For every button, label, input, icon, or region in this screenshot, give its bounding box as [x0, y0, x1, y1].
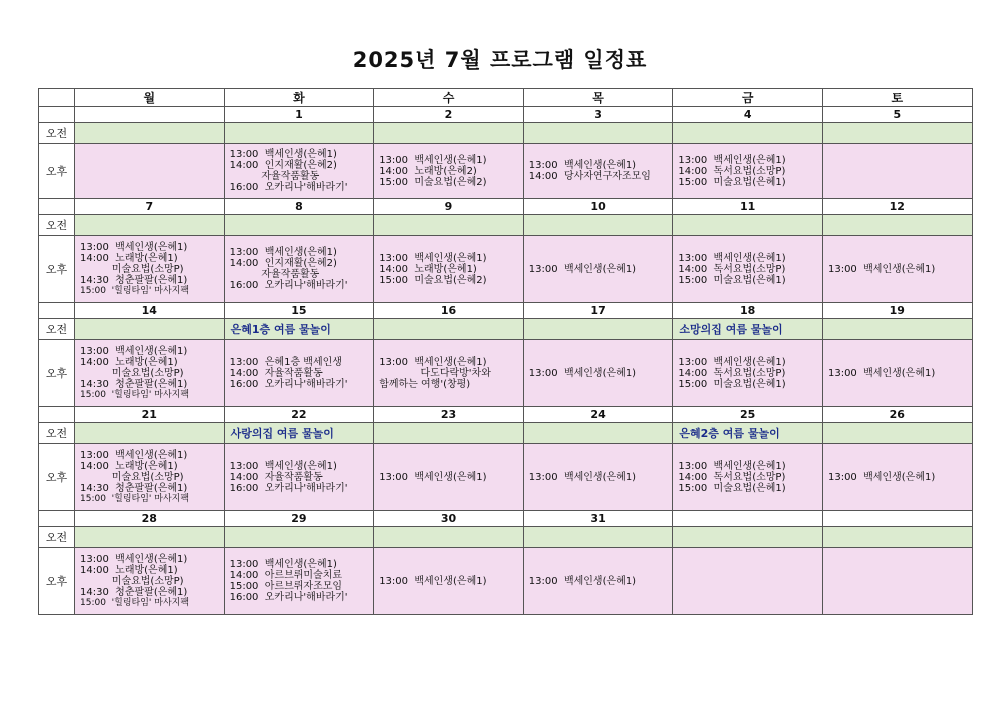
pm-event-line: 15:00 미술요법(은혜1): [678, 482, 786, 494]
pm-event-line: 13:00 백세인생(은혜1): [827, 263, 936, 275]
pm-event-line: 14:00 자율작품활동: [229, 471, 323, 483]
pm-event-cell: [75, 236, 225, 303]
pm-event-line: 다도다락방'차와: [379, 367, 491, 379]
am-event-cell: [822, 423, 972, 444]
date-cell: [822, 511, 972, 527]
pm-event-line: 15:00 '힐링타임' 마사지팩: [80, 286, 190, 296]
date-row: [39, 107, 973, 123]
date-cell: 25: [673, 407, 823, 423]
pm-event-cell: [673, 236, 823, 303]
pm-event-cell: [822, 548, 972, 615]
pm-event-list: [673, 461, 822, 494]
am-event-cell: [75, 319, 225, 340]
date-row-label: [39, 107, 75, 123]
pm-event-cell: [224, 236, 374, 303]
pm-event-line: 13:00 백세인생(은혜1): [80, 450, 188, 461]
am-event-cell: [673, 215, 823, 236]
am-event-cell: [75, 527, 225, 548]
date-cell: 16: [374, 303, 524, 319]
schedule-table: [38, 88, 973, 615]
weekday-header: 토: [822, 89, 972, 107]
date-row-label: [39, 303, 75, 319]
pm-row: [39, 340, 973, 407]
pm-event-line: 14:00 독서요법(소망P): [678, 165, 786, 177]
pm-event-line: 13:00 백세인생(은혜1): [379, 471, 487, 483]
date-cell: 24: [523, 407, 673, 423]
am-event-cell: [75, 423, 225, 444]
pm-event-cell: [75, 340, 225, 407]
pm-event-cell: [224, 144, 374, 199]
am-row: [39, 215, 973, 236]
am-event-cell: [822, 527, 972, 548]
date-cell: 30: [374, 511, 524, 527]
weekday-header: 목: [523, 89, 673, 107]
pm-event-list: [225, 461, 374, 494]
pm-event-line: 15:00 미술요법(은혜1): [678, 176, 786, 188]
pm-event-line: 자율작품활동: [229, 269, 320, 280]
pm-event-line: 미술요법(소망P): [80, 576, 184, 587]
pm-event-cell: [523, 444, 673, 511]
pm-event-line: 14:00 노래방(은혜1): [80, 565, 178, 576]
pm-event-list: [524, 160, 673, 182]
am-event-cell: [822, 319, 972, 340]
am-event-cell: [374, 527, 524, 548]
pm-event-line: 미술요법(소망P): [80, 264, 184, 275]
pm-event-cell: [822, 236, 972, 303]
date-row: [39, 511, 973, 527]
am-row: [39, 527, 973, 548]
pm-event-cell: [224, 548, 374, 615]
pm-event-line: 14:00 자율작품활동: [229, 367, 323, 379]
am-event-cell: 은혜1층 여름 물놀이: [224, 319, 374, 340]
pm-event-line: 13:00 은혜1층 백세인생: [229, 356, 342, 368]
pm-event-cell: [822, 144, 972, 199]
am-event-cell: [374, 123, 524, 144]
pm-event-line: 13:00 백세인생(은혜1): [827, 367, 936, 379]
pm-event-list: [374, 472, 523, 483]
weekday-header: 수: [374, 89, 524, 107]
date-cell: 31: [523, 511, 673, 527]
pm-event-line: 13:00 백세인생(은혜1): [379, 252, 487, 264]
pm-event-list: [374, 155, 523, 188]
pm-event-cell: [75, 548, 225, 615]
am-event-cell: [673, 527, 823, 548]
pm-event-line: 14:30 청춘팔팔(은혜1): [80, 379, 188, 390]
page-title: 2025년 7월 프로그램 일정표: [352, 48, 648, 72]
am-event-cell: [224, 215, 374, 236]
am-event-cell: [374, 319, 524, 340]
pm-event-line: 16:00 오카리나'해바라기': [229, 182, 348, 193]
am-event-cell: [523, 527, 673, 548]
pm-event-list: [374, 253, 523, 286]
pm-event-line: 13:00 백세인생(은혜1): [678, 252, 786, 264]
pm-event-line: 13:00 백세인생(은혜1): [528, 160, 637, 171]
weekday-header: 금: [673, 89, 823, 107]
date-cell: 15: [224, 303, 374, 319]
date-cell: [673, 511, 823, 527]
pm-event-line: 13:00 백세인생(은혜1): [678, 356, 786, 368]
date-cell: 5: [822, 107, 972, 123]
pm-event-line: 13:00 백세인생(은혜1): [528, 471, 637, 483]
pm-event-list: [225, 357, 374, 390]
pm-event-line: 15:00 '힐링타임' 마사지팩: [80, 494, 190, 504]
weekday-header: 화: [224, 89, 374, 107]
date-cell: 11: [673, 199, 823, 215]
am-event-cell: [822, 215, 972, 236]
pm-event-cell: [822, 340, 972, 407]
pm-event-list: [75, 242, 224, 296]
pm-event-list: [524, 472, 673, 483]
pm-event-list: [225, 559, 374, 603]
pm-event-list: [225, 247, 374, 291]
am-event-cell: [523, 215, 673, 236]
date-cell: 9: [374, 199, 524, 215]
pm-event-line: 13:00 백세인생(은혜1): [379, 154, 487, 166]
pm-event-cell: [75, 444, 225, 511]
pm-label: 오후: [39, 548, 75, 615]
pm-event-list: [75, 346, 224, 400]
pm-event-list: [374, 357, 523, 390]
pm-event-line: 13:00 백세인생(은혜1): [827, 471, 936, 483]
weekday-header: 월: [75, 89, 225, 107]
date-cell: 14: [75, 303, 225, 319]
pm-event-cell: [523, 548, 673, 615]
date-row-label: [39, 511, 75, 527]
am-event-cell: [374, 215, 524, 236]
am-label: 오전: [39, 215, 75, 236]
pm-event-line: 13:00 백세인생(은혜1): [528, 575, 637, 587]
date-row: [39, 303, 973, 319]
pm-event-cell: [374, 444, 524, 511]
pm-event-list: [823, 368, 972, 379]
pm-event-cell: [374, 548, 524, 615]
pm-event-cell: [523, 144, 673, 199]
date-row-label: [39, 407, 75, 423]
pm-event-list: [673, 357, 822, 390]
am-row: [39, 423, 973, 444]
date-cell: 12: [822, 199, 972, 215]
pm-event-cell: [374, 236, 524, 303]
pm-event-line: 16:00 오카리나'해바라기': [229, 280, 348, 291]
pm-event-line: 13:00 백세인생(은혜1): [678, 460, 786, 472]
pm-event-line: 14:00 독서요법(소망P): [678, 367, 786, 379]
pm-event-cell: [673, 548, 823, 615]
pm-event-list: [75, 554, 224, 608]
pm-event-line: 13:00 백세인생(은혜1): [678, 154, 786, 166]
date-cell: 28: [75, 511, 225, 527]
pm-event-line: 14:00 독서요법(소망P): [678, 263, 786, 275]
pm-event-line: 13:00 백세인생(은혜1): [80, 242, 188, 253]
pm-event-line: 16:00 오카리나'해바라기': [229, 592, 348, 603]
am-event-cell: [224, 123, 374, 144]
pm-event-list: [524, 368, 673, 379]
pm-event-list: [225, 149, 374, 193]
am-event-cell: 사랑의집 여름 물놀이: [224, 423, 374, 444]
corner-cell: [39, 89, 75, 107]
am-event-cell: [523, 123, 673, 144]
pm-event-list: [374, 576, 523, 587]
pm-event-cell: [822, 444, 972, 511]
date-cell: 21: [75, 407, 225, 423]
pm-event-list: [673, 253, 822, 286]
pm-event-line: 14:00 독서요법(소망P): [678, 471, 786, 483]
pm-event-line: 15:00 미술요법(은혜2): [379, 274, 487, 286]
pm-event-line: 함께하는 여행'(창평): [379, 378, 471, 390]
date-cell: 17: [523, 303, 673, 319]
pm-event-list: [524, 264, 673, 275]
pm-event-line: 14:30 청춘팔팔(은혜1): [80, 483, 188, 494]
pm-event-line: 13:00 백세인생(은혜1): [229, 149, 337, 160]
pm-event-line: 13:00 백세인생(은혜1): [80, 346, 188, 357]
pm-event-line: 13:00 백세인생(은혜1): [80, 554, 188, 565]
date-cell: 18: [673, 303, 823, 319]
pm-event-cell: [673, 340, 823, 407]
date-cell: [75, 107, 225, 123]
pm-label: 오후: [39, 144, 75, 199]
pm-event-line: 13:00 백세인생(은혜1): [229, 460, 337, 472]
pm-label: 오후: [39, 444, 75, 511]
am-label: 오전: [39, 423, 75, 444]
pm-event-line: 13:00 백세인생(은혜1): [528, 367, 637, 379]
pm-event-cell: [224, 444, 374, 511]
pm-event-line: 14:00 노래방(은혜1): [80, 357, 178, 368]
date-cell: 29: [224, 511, 374, 527]
date-cell: 22: [224, 407, 374, 423]
pm-event-line: 14:00 노래방(은혜1): [80, 253, 178, 264]
pm-event-line: 14:00 인지재활(은혜2): [229, 258, 337, 269]
date-cell: 26: [822, 407, 972, 423]
pm-event-line: 미술요법(소망P): [80, 368, 184, 379]
date-cell: 3: [523, 107, 673, 123]
am-event-cell: [523, 423, 673, 444]
pm-event-line: 13:00 백세인생(은혜1): [229, 247, 337, 258]
pm-event-line: 자율작품활동: [229, 171, 320, 182]
pm-event-cell: [374, 144, 524, 199]
pm-event-cell: [75, 144, 225, 199]
pm-event-line: 13:00 백세인생(은혜1): [229, 559, 337, 570]
pm-event-cell: [523, 236, 673, 303]
am-event-cell: [822, 123, 972, 144]
date-row-label: [39, 199, 75, 215]
pm-event-cell: [523, 340, 673, 407]
weekday-header-row: [39, 89, 973, 107]
am-label: 오전: [39, 123, 75, 144]
am-event-cell: [673, 123, 823, 144]
pm-event-list: [823, 264, 972, 275]
pm-event-line: 14:00 노래방(은혜1): [80, 461, 178, 472]
pm-event-line: 미술요법(소망P): [80, 472, 184, 483]
pm-row: [39, 548, 973, 615]
am-row: [39, 123, 973, 144]
pm-event-line: 16:00 오카리나'해바라기': [229, 482, 348, 494]
pm-row: [39, 444, 973, 511]
date-row: [39, 407, 973, 423]
am-event-cell: [374, 423, 524, 444]
date-cell: 1: [224, 107, 374, 123]
am-event-cell: [224, 527, 374, 548]
am-event-cell: [523, 319, 673, 340]
date-cell: 7: [75, 199, 225, 215]
pm-event-line: 14:00 아르브뤼미술치료: [229, 570, 343, 581]
pm-event-cell: [673, 144, 823, 199]
pm-event-line: 14:00 노래방(은혜1): [379, 263, 477, 275]
pm-event-line: 15:00 아르브뤼자조모임: [229, 581, 343, 592]
pm-event-line: 13:00 백세인생(은혜1): [379, 356, 487, 368]
pm-event-line: 14:00 당사자연구자조모임: [528, 171, 651, 182]
schedule-body: [39, 107, 973, 615]
pm-event-cell: [374, 340, 524, 407]
am-row: [39, 319, 973, 340]
pm-event-line: 15:00 미술요법(은혜1): [678, 274, 786, 286]
pm-label: 오후: [39, 340, 75, 407]
pm-row: [39, 236, 973, 303]
am-event-cell: 소망의집 여름 물놀이: [673, 319, 823, 340]
am-event-cell: 은혜2층 여름 물놀이: [673, 423, 823, 444]
am-event-cell: [75, 123, 225, 144]
pm-event-cell: [673, 444, 823, 511]
pm-event-line: 15:00 '힐링타임' 마사지팩: [80, 390, 190, 400]
date-cell: 2: [374, 107, 524, 123]
date-row: [39, 199, 973, 215]
pm-event-list: [75, 450, 224, 504]
pm-event-line: 13:00 백세인생(은혜1): [379, 575, 487, 587]
pm-event-line: 15:00 미술요법(은혜2): [379, 176, 487, 188]
pm-event-list: [823, 472, 972, 483]
pm-event-cell: [224, 340, 374, 407]
pm-event-line: 16:00 오카리나'해바라기': [229, 378, 348, 390]
pm-row: [39, 144, 973, 199]
pm-event-line: 14:00 노래방(은혜2): [379, 165, 477, 177]
pm-event-line: 14:30 청춘팔팔(은혜1): [80, 275, 188, 286]
pm-event-line: 14:30 청춘팔팔(은혜1): [80, 587, 188, 598]
am-label: 오전: [39, 527, 75, 548]
pm-event-list: [673, 155, 822, 188]
date-cell: 19: [822, 303, 972, 319]
pm-event-line: 14:00 인지재활(은혜2): [229, 160, 337, 171]
am-label: 오전: [39, 319, 75, 340]
pm-event-line: 15:00 '힐링타임' 마사지팩: [80, 598, 190, 608]
pm-label: 오후: [39, 236, 75, 303]
date-cell: 10: [523, 199, 673, 215]
date-cell: 23: [374, 407, 524, 423]
am-event-cell: [75, 215, 225, 236]
date-cell: 8: [224, 199, 374, 215]
date-cell: 4: [673, 107, 823, 123]
pm-event-list: [524, 576, 673, 587]
pm-event-line: 15:00 미술요법(은혜1): [678, 378, 786, 390]
pm-event-line: 13:00 백세인생(은혜1): [528, 263, 637, 275]
